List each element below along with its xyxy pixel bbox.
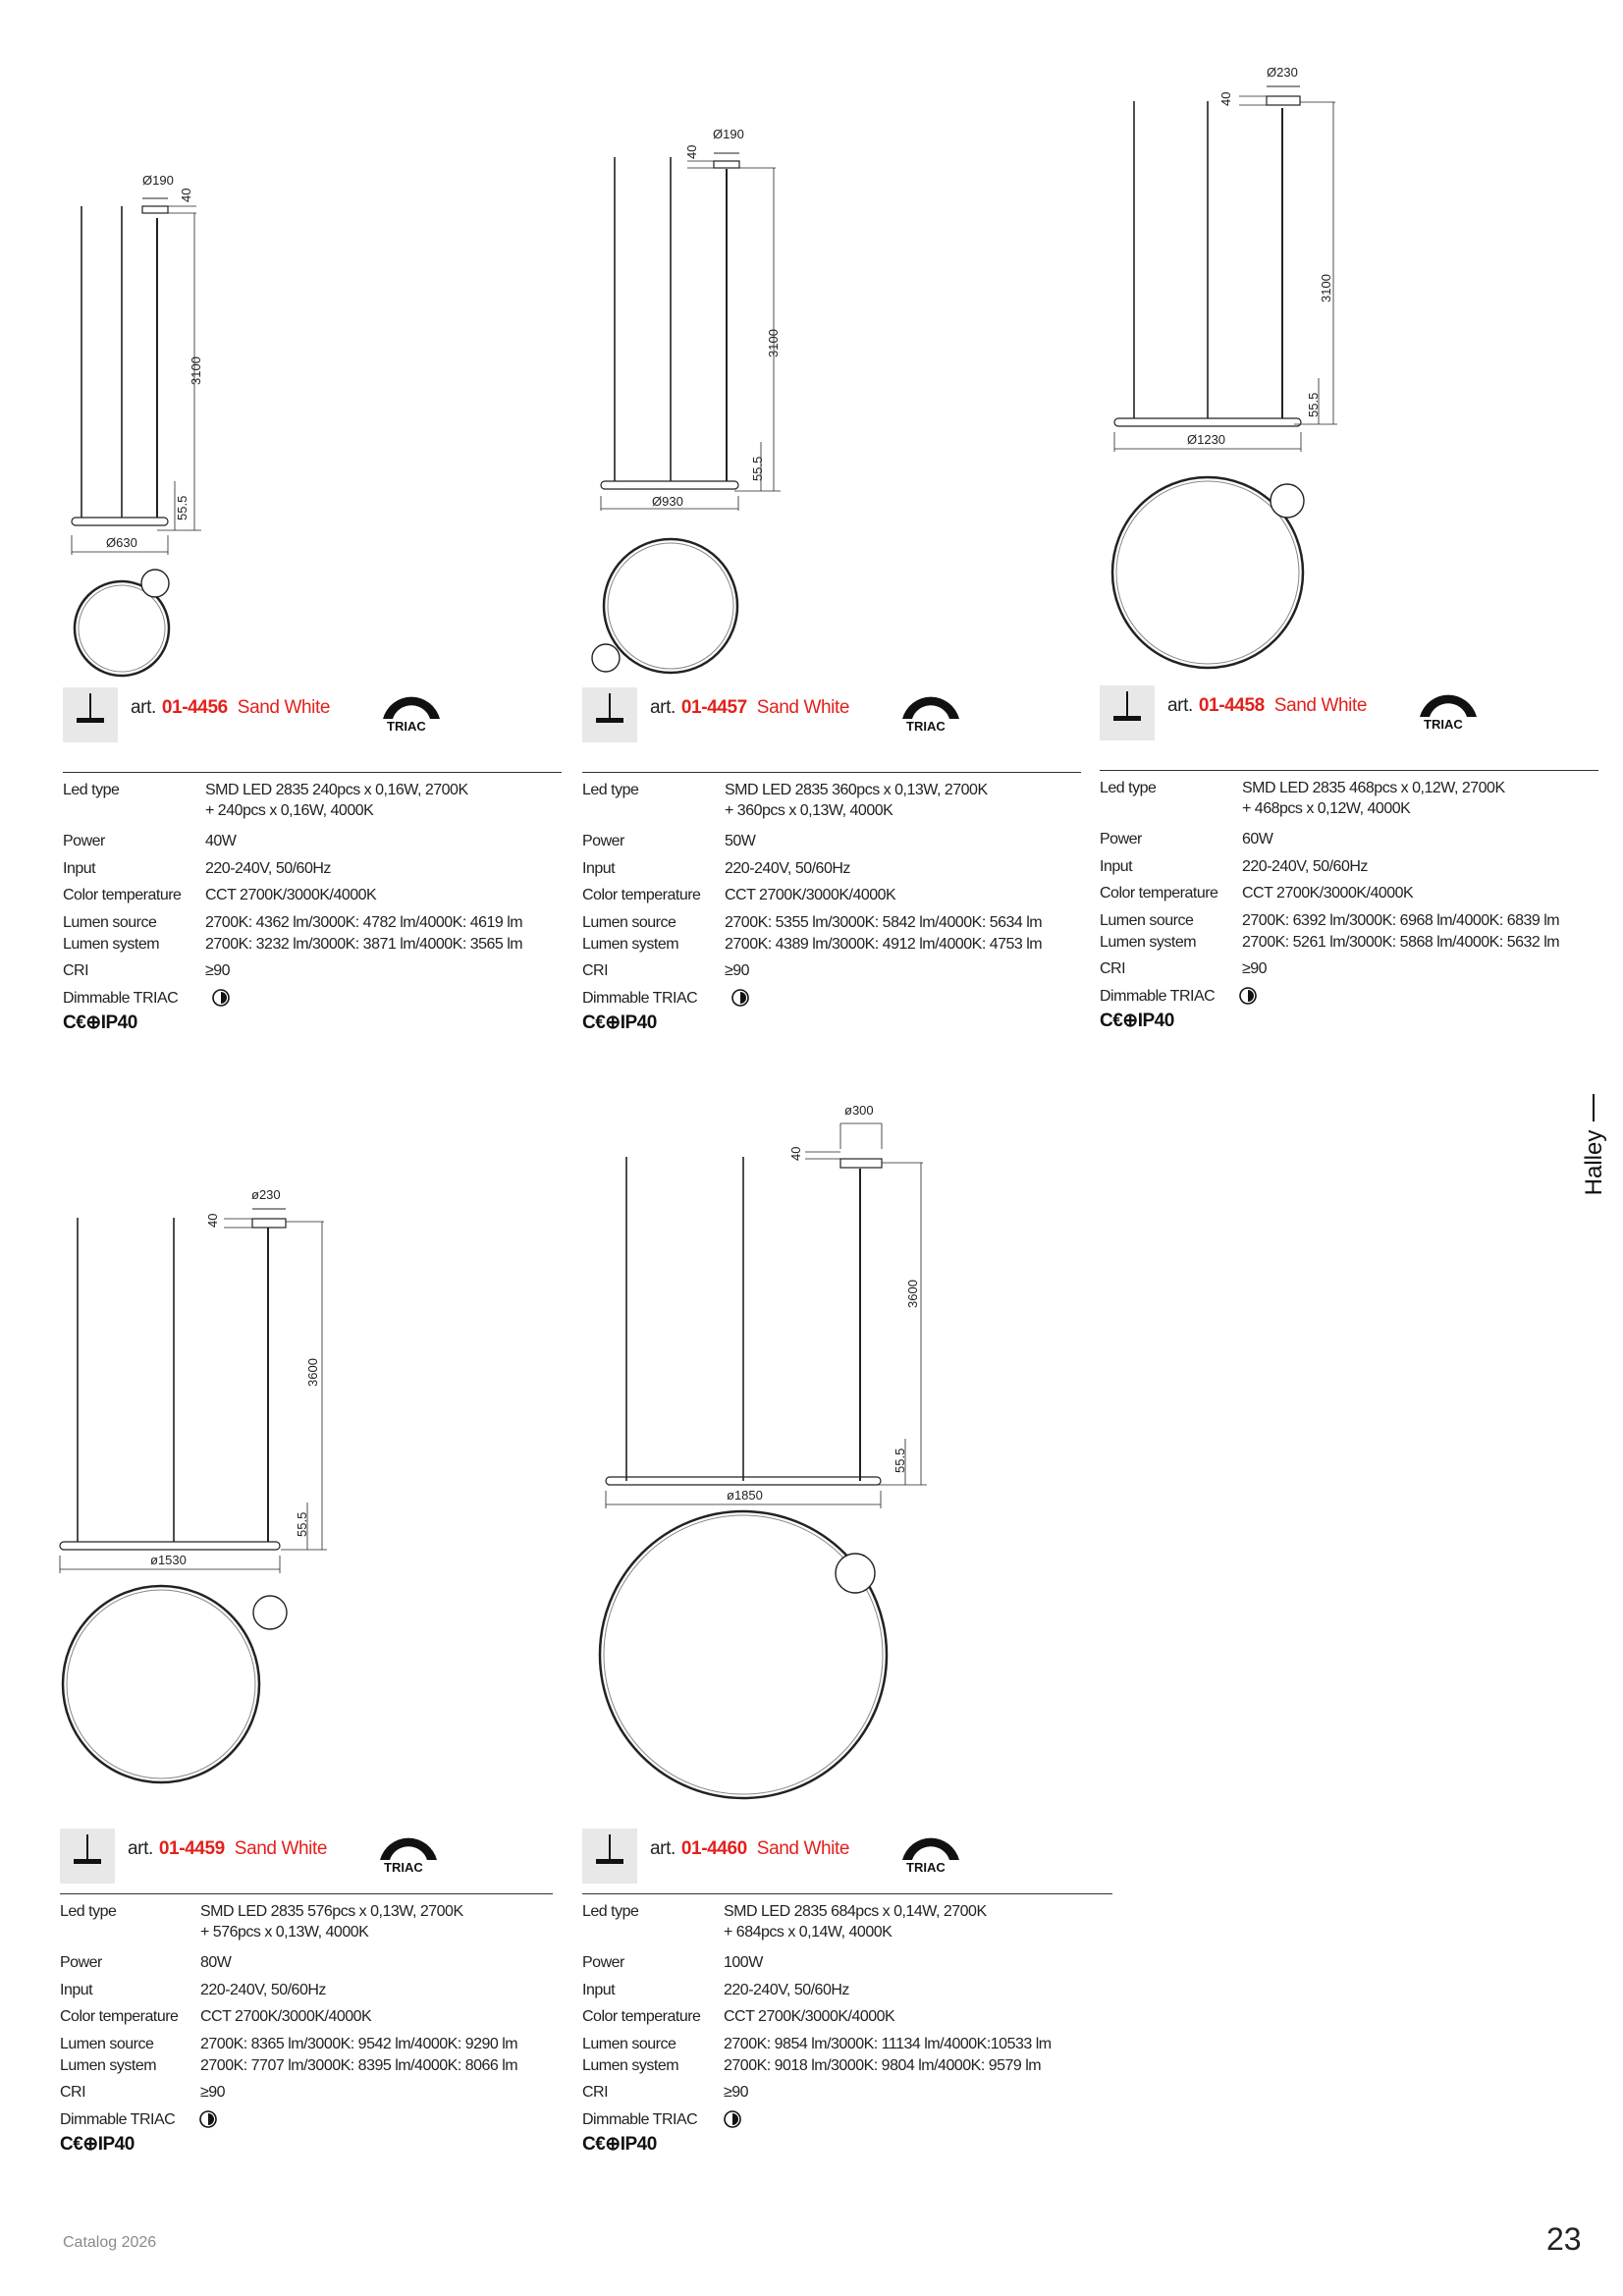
spec-label: CRI bbox=[63, 962, 89, 979]
spec-value: 100W bbox=[724, 1954, 763, 1971]
spec-label: Input bbox=[63, 860, 96, 877]
dimension-label: ø1850 bbox=[727, 1488, 763, 1503]
spec-value: 40W bbox=[205, 833, 237, 849]
spec-label: Lumen system bbox=[582, 936, 679, 953]
dimension-label: 40 bbox=[788, 1146, 803, 1161]
spec-label: Input bbox=[582, 1982, 616, 1998]
spec-table bbox=[582, 1901, 1112, 2166]
pendant-mount-icon bbox=[1100, 685, 1155, 740]
dimmer-icon bbox=[1238, 986, 1258, 1006]
product-header bbox=[60, 1829, 570, 1887]
spec-value: + 468pcs x 0,12W, 4000K bbox=[1242, 800, 1411, 817]
spec-value: 50W bbox=[725, 833, 756, 849]
article-line bbox=[1167, 695, 1367, 717]
section-title: Halley bbox=[1581, 1129, 1607, 1196]
spec-label: Input bbox=[1100, 858, 1133, 875]
spec-label: Input bbox=[582, 860, 616, 877]
dimension-label: 55.5 bbox=[295, 1511, 309, 1537]
spec-label: Lumen system bbox=[582, 2057, 679, 2074]
spec-label: Color temperature bbox=[582, 2008, 701, 2025]
dimension-label: Ø190 bbox=[142, 173, 174, 188]
spec-value: ≥90 bbox=[1242, 960, 1268, 977]
dimension-label: 3600 bbox=[305, 1358, 320, 1387]
finish-color: Sand White bbox=[234, 1838, 328, 1859]
article-code: 01-4457 bbox=[680, 697, 747, 718]
article-code: 01-4458 bbox=[1198, 695, 1265, 716]
dimmer-icon bbox=[198, 2109, 218, 2129]
art-label: art. bbox=[128, 1838, 153, 1859]
dimension-label: 55.5 bbox=[893, 1448, 907, 1473]
spec-value: CCT 2700K/3000K/4000K bbox=[1242, 885, 1414, 902]
spec-value: 80W bbox=[200, 1954, 232, 1971]
article-line bbox=[650, 1838, 849, 1860]
spec-label: Led type bbox=[60, 1903, 117, 1920]
spec-value: ≥90 bbox=[725, 962, 750, 979]
certification-marks: C€⊕IP40 bbox=[1100, 1011, 1174, 1031]
spec-value: SMD LED 2835 684pcs x 0,14W, 2700K bbox=[724, 1903, 987, 1920]
dimension-label: 55.5 bbox=[750, 456, 765, 481]
finish-color: Sand White bbox=[756, 697, 850, 718]
svg-text:TRIAC: TRIAC bbox=[384, 1860, 423, 1874]
article-code: 01-4459 bbox=[158, 1838, 225, 1859]
spec-label: Power bbox=[582, 833, 624, 849]
spec-label: Power bbox=[60, 1954, 102, 1971]
spec-value: + 576pcs x 0,13W, 4000K bbox=[200, 1924, 369, 1941]
divider bbox=[1100, 770, 1598, 771]
dimension-label: 55.5 bbox=[1306, 392, 1321, 417]
spec-label: Lumen source bbox=[63, 914, 157, 931]
dimension-label: ø300 bbox=[844, 1103, 874, 1118]
spec-value: + 240pcs x 0,16W, 4000K bbox=[205, 802, 374, 819]
dimension-label: 3100 bbox=[1319, 274, 1333, 302]
product-header bbox=[582, 1829, 1093, 1887]
article-line bbox=[128, 1838, 327, 1860]
article-code: 01-4460 bbox=[680, 1838, 747, 1859]
catalog-label: Catalog 2026 bbox=[63, 2234, 157, 2251]
certification-marks: C€⊕IP40 bbox=[582, 1012, 657, 1033]
spec-table bbox=[60, 1901, 570, 2166]
certification-marks: C€⊕IP40 bbox=[60, 2134, 135, 2155]
spec-label: Dimmable TRIAC bbox=[582, 990, 698, 1007]
spec-label: Lumen system bbox=[63, 936, 160, 953]
triac-dimmable-icon bbox=[898, 1829, 963, 1874]
spec-label: Input bbox=[60, 1982, 93, 1998]
svg-text:TRIAC: TRIAC bbox=[387, 719, 426, 733]
spec-value: 2700K: 4389 lm/3000K: 4912 lm/4000K: 4753 lm bbox=[725, 936, 1043, 953]
spec-value: 220-240V, 50/60Hz bbox=[724, 1982, 849, 1998]
spec-value: 2700K: 7707 lm/3000K: 8395 lm/4000K: 8066 lm bbox=[200, 2057, 518, 2074]
spec-value: SMD LED 2835 240pcs x 0,16W, 2700K bbox=[205, 782, 468, 798]
spec-label: Lumen source bbox=[1100, 912, 1194, 929]
dimension-label: Ø930 bbox=[652, 494, 683, 509]
spec-label: Lumen source bbox=[582, 2036, 676, 2052]
spec-label: Color temperature bbox=[1100, 885, 1218, 902]
spec-value: + 360pcs x 0,13W, 4000K bbox=[725, 802, 893, 819]
spec-value: 2700K: 4362 lm/3000K: 4782 lm/4000K: 4619 lm bbox=[205, 914, 523, 931]
spec-value: 2700K: 8365 lm/3000K: 9542 lm/4000K: 9290 lm bbox=[200, 2036, 518, 2052]
spec-value: 220-240V, 50/60Hz bbox=[1242, 858, 1368, 875]
spec-label: Led type bbox=[582, 782, 639, 798]
dimension-label: 3100 bbox=[766, 329, 781, 357]
spec-value: CCT 2700K/3000K/4000K bbox=[200, 2008, 372, 2025]
spec-label: Lumen source bbox=[60, 2036, 154, 2052]
spec-value: 2700K: 5261 lm/3000K: 5868 lm/4000K: 5632 lm bbox=[1242, 934, 1560, 951]
spec-label: Dimmable TRIAC bbox=[63, 990, 179, 1007]
spec-value: 2700K: 5355 lm/3000K: 5842 lm/4000K: 5634 lm bbox=[725, 914, 1043, 931]
spec-label: Color temperature bbox=[60, 2008, 179, 2025]
spec-value: 2700K: 9854 lm/3000K: 11134 lm/4000K:10533 lm bbox=[724, 2036, 1052, 2052]
finish-color: Sand White bbox=[756, 1838, 850, 1859]
dimension-label: Ø190 bbox=[713, 127, 744, 141]
svg-text:TRIAC: TRIAC bbox=[906, 719, 946, 733]
triac-dimmable-icon bbox=[1416, 685, 1481, 731]
dimension-label: 40 bbox=[205, 1213, 220, 1228]
spec-label: Lumen source bbox=[582, 914, 676, 931]
spec-label: Dimmable TRIAC bbox=[1100, 988, 1216, 1005]
spec-value: 60W bbox=[1242, 831, 1273, 847]
spec-value: 2700K: 6392 lm/3000K: 6968 lm/4000K: 6839 lm bbox=[1242, 912, 1560, 929]
page-number: 23 bbox=[1546, 2221, 1582, 2257]
spec-value: 220-240V, 50/60Hz bbox=[205, 860, 331, 877]
section-tab bbox=[1579, 1110, 1608, 1228]
dimension-label: 3600 bbox=[905, 1280, 920, 1308]
dimension-label: 55.5 bbox=[175, 495, 189, 520]
finish-color: Sand White bbox=[237, 697, 331, 718]
spec-label: Led type bbox=[63, 782, 120, 798]
dimension-label: Ø230 bbox=[1267, 65, 1298, 80]
dimension-label: ø1530 bbox=[150, 1553, 187, 1567]
spec-value: ≥90 bbox=[724, 2084, 749, 2101]
spec-label: Lumen system bbox=[1100, 934, 1197, 951]
spec-value: CCT 2700K/3000K/4000K bbox=[724, 2008, 895, 2025]
dimension-label: 40 bbox=[684, 144, 699, 159]
spec-label: Dimmable TRIAC bbox=[60, 2111, 176, 2128]
spec-label: Color temperature bbox=[582, 887, 701, 903]
spec-table bbox=[1100, 778, 1610, 1043]
spec-value: 2700K: 3232 lm/3000K: 3871 lm/4000K: 3565 lm bbox=[205, 936, 523, 953]
spec-value: ≥90 bbox=[205, 962, 231, 979]
dimension-label: 40 bbox=[1218, 91, 1233, 106]
dimension-label: 40 bbox=[179, 188, 193, 202]
spec-label: Lumen system bbox=[60, 2057, 157, 2074]
spec-value: ≥90 bbox=[200, 2084, 226, 2101]
svg-text:TRIAC: TRIAC bbox=[1424, 717, 1463, 731]
triac-dimmable-icon bbox=[376, 1829, 441, 1874]
spec-value: 220-240V, 50/60Hz bbox=[725, 860, 850, 877]
spec-value: 2700K: 9018 lm/3000K: 9804 lm/4000K: 9579 lm bbox=[724, 2057, 1042, 2074]
product-header bbox=[1100, 685, 1610, 744]
spec-label: Color temperature bbox=[63, 887, 182, 903]
spec-value: SMD LED 2835 360pcs x 0,13W, 2700K bbox=[725, 782, 988, 798]
dimension-label: ø230 bbox=[251, 1187, 281, 1202]
art-label: art. bbox=[650, 1838, 676, 1859]
finish-color: Sand White bbox=[1273, 695, 1368, 716]
spec-value: CCT 2700K/3000K/4000K bbox=[725, 887, 896, 903]
art-label: art. bbox=[1167, 695, 1193, 716]
spec-label: Power bbox=[63, 833, 105, 849]
spec-label: Led type bbox=[1100, 780, 1157, 796]
spec-label: Led type bbox=[582, 1903, 639, 1920]
spec-label: Power bbox=[582, 1954, 624, 1971]
divider bbox=[582, 1893, 1112, 1894]
pendant-mount-icon bbox=[60, 1829, 115, 1884]
certification-marks: C€⊕IP40 bbox=[63, 1012, 137, 1033]
divider bbox=[60, 1893, 553, 1894]
art-label: art. bbox=[650, 697, 676, 718]
spec-value: CCT 2700K/3000K/4000K bbox=[205, 887, 377, 903]
dimmer-icon bbox=[723, 2109, 742, 2129]
spec-value: SMD LED 2835 576pcs x 0,13W, 2700K bbox=[200, 1903, 463, 1920]
spec-label: CRI bbox=[1100, 960, 1126, 977]
art-label: art. bbox=[131, 697, 156, 718]
pendant-mount-icon bbox=[582, 1829, 637, 1884]
dimension-label: Ø630 bbox=[106, 535, 137, 550]
spec-label: CRI bbox=[582, 962, 609, 979]
spec-value: + 684pcs x 0,14W, 4000K bbox=[724, 1924, 893, 1941]
article-code: 01-4456 bbox=[161, 697, 228, 718]
spec-label: Dimmable TRIAC bbox=[582, 2111, 698, 2128]
spec-value: 220-240V, 50/60Hz bbox=[200, 1982, 326, 1998]
spec-label: CRI bbox=[582, 2084, 609, 2101]
svg-text:TRIAC: TRIAC bbox=[906, 1860, 946, 1874]
dimension-label: 3100 bbox=[189, 356, 203, 385]
spec-value: SMD LED 2835 468pcs x 0,12W, 2700K bbox=[1242, 780, 1505, 796]
spec-label: CRI bbox=[60, 2084, 86, 2101]
dimension-label: Ø1230 bbox=[1187, 432, 1226, 447]
certification-marks: C€⊕IP40 bbox=[582, 2134, 657, 2155]
spec-label: Power bbox=[1100, 831, 1142, 847]
